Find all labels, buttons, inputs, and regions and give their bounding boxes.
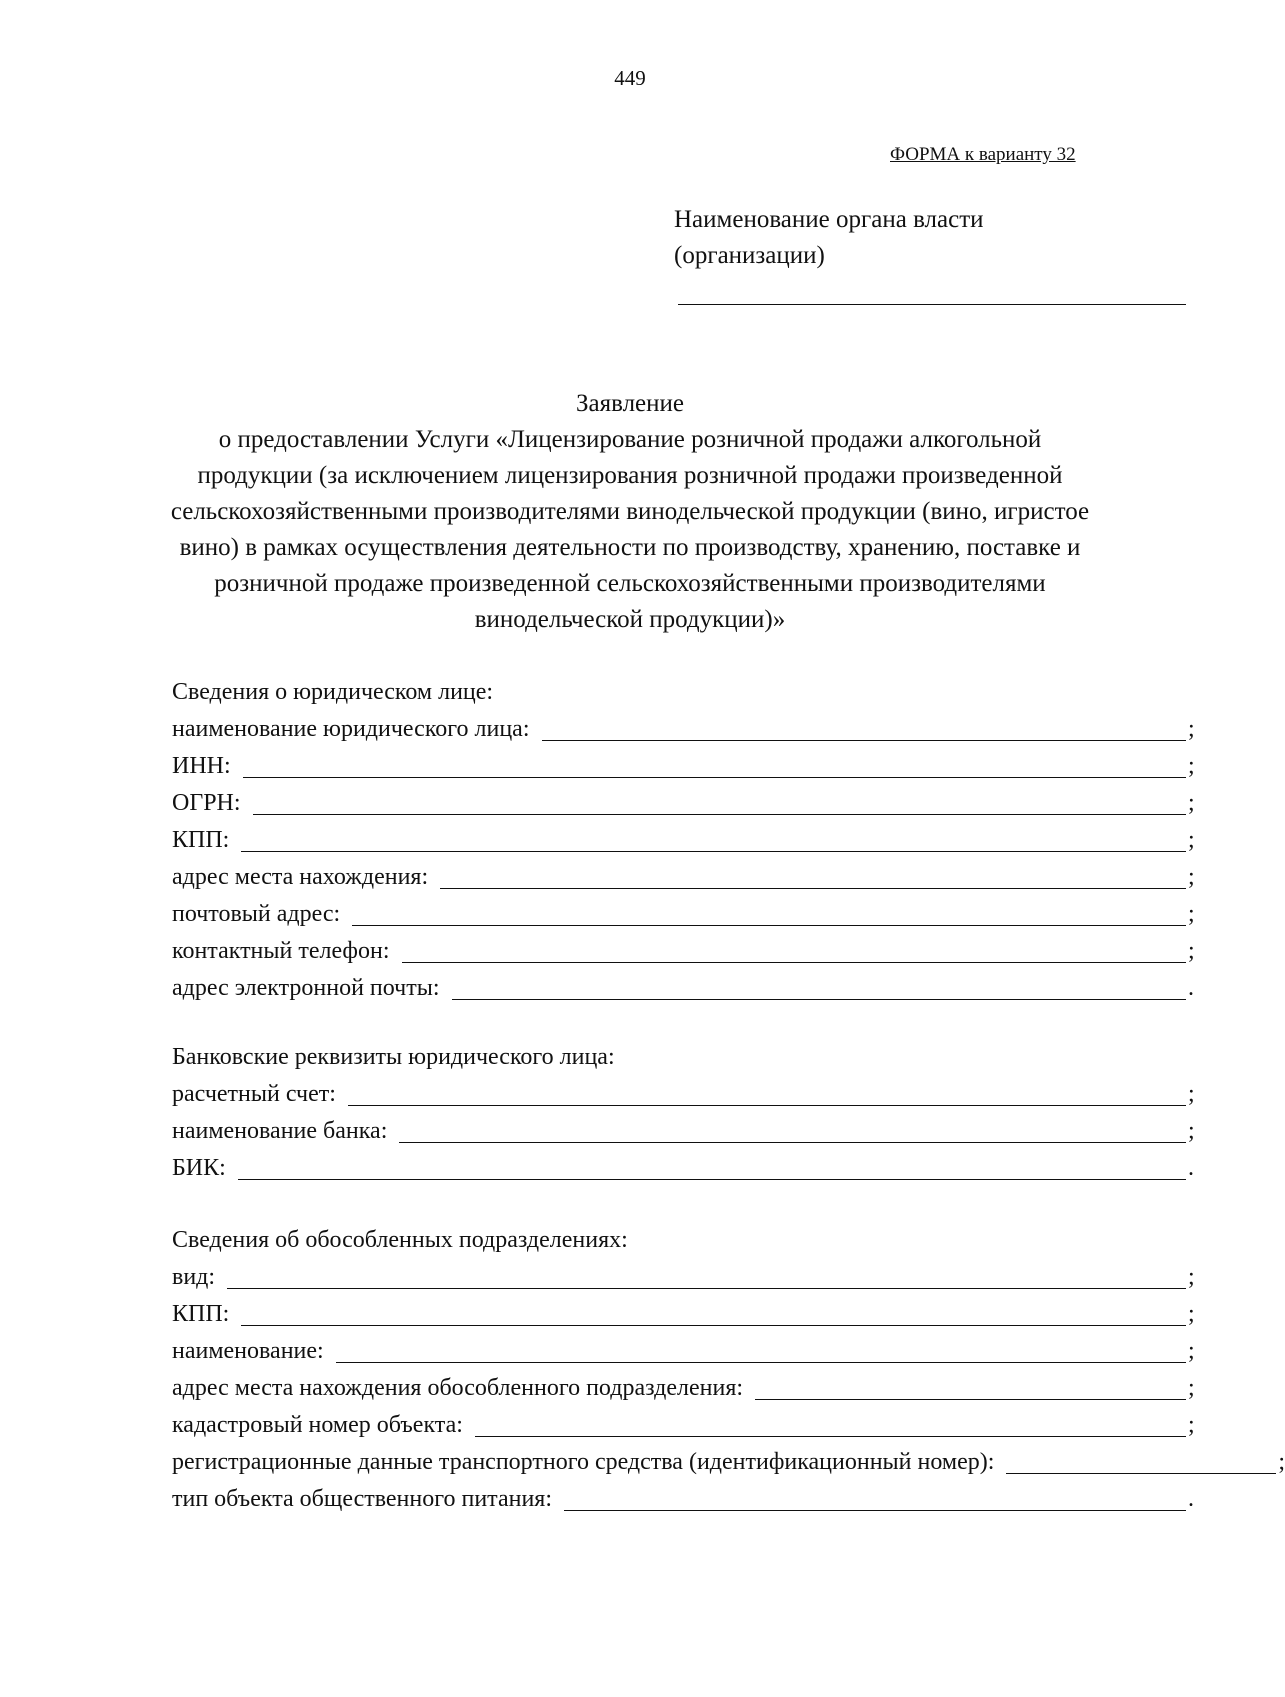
form-field-row bbox=[172, 1113, 1196, 1150]
subdivisions-section bbox=[172, 1222, 1285, 1518]
field-label: адрес места нахождения обособленного подразделения: bbox=[172, 1375, 744, 1401]
bik-input[interactable] bbox=[238, 1157, 1186, 1180]
field-label: КПП: bbox=[172, 827, 230, 853]
form-field-row bbox=[172, 859, 1196, 896]
field-terminator: ; bbox=[1188, 790, 1195, 816]
field-terminator: ; bbox=[1188, 1412, 1195, 1438]
form-field-row bbox=[172, 970, 1196, 1007]
field-label: тип объекта общественного питания: bbox=[172, 1486, 553, 1512]
form-field-row bbox=[172, 1333, 1196, 1370]
form-field-row bbox=[172, 1407, 1196, 1444]
field-terminator: ; bbox=[1188, 753, 1195, 779]
legal-entity-section bbox=[172, 674, 1196, 1007]
form-field-row bbox=[172, 1481, 1196, 1518]
field-terminator: . bbox=[1188, 1155, 1194, 1181]
field-label: адрес места нахождения: bbox=[172, 864, 429, 890]
field-terminator: . bbox=[1188, 1486, 1194, 1512]
field-label: наименование юридического лица: bbox=[172, 716, 530, 742]
subdivision-type-input[interactable] bbox=[227, 1266, 1186, 1289]
bank-name-input[interactable] bbox=[399, 1120, 1186, 1143]
phone-input[interactable] bbox=[402, 940, 1187, 963]
field-terminator: ; bbox=[1188, 1375, 1195, 1401]
authority-block bbox=[674, 202, 984, 274]
account-number-input[interactable] bbox=[348, 1083, 1186, 1106]
field-label: ОГРН: bbox=[172, 790, 241, 816]
subdivision-name-input[interactable] bbox=[336, 1340, 1186, 1363]
field-terminator: ; bbox=[1188, 1264, 1195, 1290]
field-terminator: ; bbox=[1188, 901, 1195, 927]
form-field-row bbox=[172, 1259, 1196, 1296]
field-label: регистрационные данные транспортного средства (идентификационный номер): bbox=[172, 1449, 995, 1475]
field-terminator: ; bbox=[1188, 938, 1195, 964]
field-terminator: ; bbox=[1188, 864, 1195, 890]
statement-body: о предоставлении Услуги «Лицензирование розничной продажи алкогольной продукции (за исключением лицензирования розничной продажи произведенной сельскохозяйственными производителями винодельческой продукции (вино, игристое вино) в рамках осуществления деятельности по производству, хранению, поставке и розничной продаже произведенной сельскохозяйственными производителями винодельческой продукции)» bbox=[170, 426, 1090, 633]
field-label: КПП: bbox=[172, 1301, 230, 1327]
field-terminator: ; bbox=[1188, 1081, 1195, 1107]
authority-label-line2: (организации) bbox=[674, 242, 825, 269]
vehicle-registration-input[interactable] bbox=[1006, 1451, 1276, 1474]
legal-entity-name-input[interactable] bbox=[542, 718, 1186, 741]
kpp-input[interactable] bbox=[241, 829, 1186, 852]
subdivisions-title: Сведения об обособленных подразделениях: bbox=[172, 1227, 628, 1253]
field-terminator: ; bbox=[1278, 1449, 1285, 1475]
postal-address-input[interactable] bbox=[352, 903, 1186, 926]
authority-name-field[interactable] bbox=[678, 304, 1186, 305]
field-terminator: ; bbox=[1188, 716, 1195, 742]
form-field-row bbox=[172, 1444, 1285, 1481]
subdivision-address-input[interactable] bbox=[755, 1377, 1186, 1400]
bank-details-section bbox=[172, 1039, 1196, 1187]
inn-input[interactable] bbox=[243, 755, 1186, 778]
form-field-row bbox=[172, 785, 1196, 822]
field-label: расчетный счет: bbox=[172, 1081, 336, 1107]
form-field-row bbox=[172, 933, 1196, 970]
field-terminator: . bbox=[1188, 975, 1194, 1001]
statement-title: Заявление bbox=[575, 390, 685, 417]
bank-details-title: Банковские реквизиты юридического лица: bbox=[172, 1044, 615, 1070]
subdivision-kpp-input[interactable] bbox=[241, 1303, 1186, 1326]
field-terminator: ; bbox=[1188, 1338, 1195, 1364]
field-terminator: ; bbox=[1188, 1301, 1195, 1327]
field-label: адрес электронной почты: bbox=[172, 975, 440, 1001]
form-field-row bbox=[172, 1296, 1196, 1333]
ogrn-input[interactable] bbox=[253, 792, 1186, 815]
form-field-row bbox=[172, 748, 1196, 785]
field-label: контактный телефон: bbox=[172, 938, 390, 964]
field-label: наименование банка: bbox=[172, 1118, 388, 1144]
form-field-row bbox=[172, 711, 1196, 748]
email-input[interactable] bbox=[452, 977, 1187, 1000]
form-field-row bbox=[172, 896, 1196, 933]
form-reference: ФОРМА к варианту 32 bbox=[890, 144, 1076, 165]
field-terminator: ; bbox=[1188, 827, 1195, 853]
field-label: наименование: bbox=[172, 1338, 324, 1364]
location-address-input[interactable] bbox=[440, 866, 1186, 889]
form-field-row bbox=[172, 1150, 1196, 1187]
form-field-row bbox=[172, 1370, 1196, 1407]
legal-entity-title: Сведения о юридическом лице: bbox=[172, 679, 494, 705]
form-field-row bbox=[172, 822, 1196, 859]
form-field-row bbox=[172, 1076, 1196, 1113]
statement-heading bbox=[0, 386, 1260, 638]
field-label: почтовый адрес: bbox=[172, 901, 341, 927]
field-label: вид: bbox=[172, 1264, 216, 1290]
page-number: 449 bbox=[614, 66, 646, 90]
field-label: кадастровый номер объекта: bbox=[172, 1412, 463, 1438]
field-label: ИНН: bbox=[172, 753, 231, 779]
field-terminator: ; bbox=[1188, 1118, 1195, 1144]
cadastral-number-input[interactable] bbox=[475, 1414, 1186, 1437]
authority-label-line1: Наименование органа власти bbox=[674, 206, 984, 233]
field-label: БИК: bbox=[172, 1155, 226, 1181]
catering-type-input[interactable] bbox=[564, 1488, 1186, 1511]
